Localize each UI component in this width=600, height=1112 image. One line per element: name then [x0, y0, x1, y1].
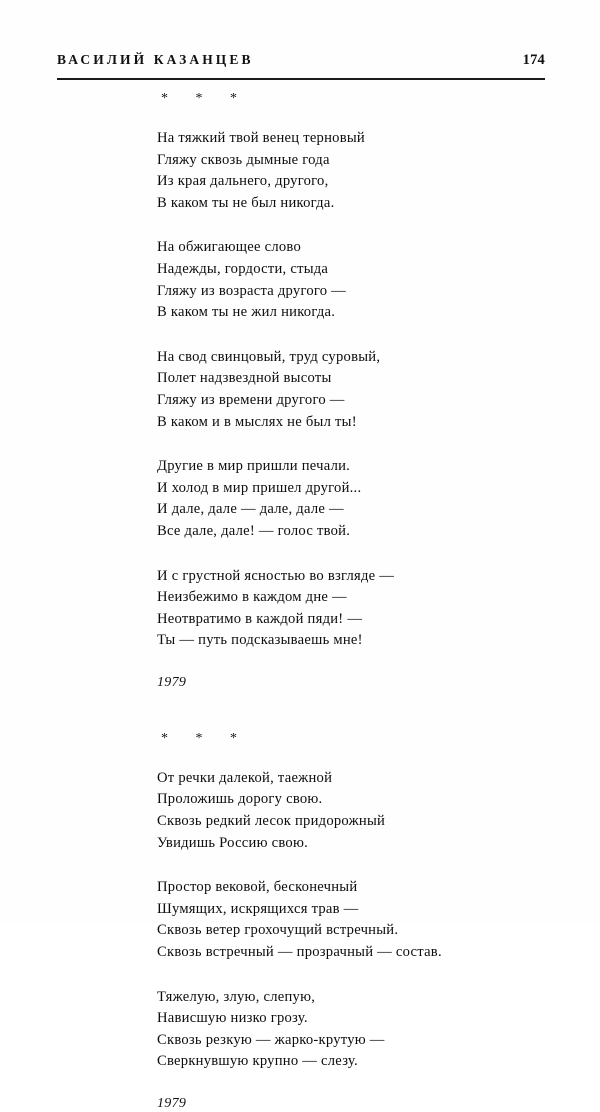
- poem: [157, 732, 570, 1112]
- header-rule: [57, 78, 545, 80]
- stanza: [157, 347, 570, 433]
- verse-line: В каком ты не жил никогда.: [157, 304, 336, 321]
- verse-line: Надежды, гордости, стыда: [157, 260, 329, 277]
- verse-line: Другие в мир пришли печали.: [157, 458, 351, 475]
- verse-line: Сквозь встречный — прозрачный — состав.: [157, 944, 442, 961]
- verse-line: Все дале, дале! — голос твой.: [157, 522, 351, 539]
- verse-line: На свод свинцовый, труд суровый,: [157, 348, 381, 365]
- verse-line: Гляжу из возраста другого —: [157, 282, 347, 299]
- verse-line: От речки далекой, таежной: [157, 769, 333, 786]
- verse-line: На обжигающее слово: [157, 239, 302, 256]
- verse-line: Проложишь дорогу свою.: [157, 791, 323, 808]
- poem-list: [157, 92, 570, 1112]
- verse-line: И холод в мир пришел другой...: [157, 479, 362, 496]
- running-head: [57, 52, 545, 78]
- stanza: [157, 566, 570, 652]
- stanza: [157, 128, 570, 214]
- verse-line: Полет надзвездной высоты: [157, 370, 332, 387]
- verse-line: В каком и в мыслях не был ты!: [157, 413, 357, 430]
- asterisk-divider: * * *: [161, 91, 249, 106]
- stanza: [157, 456, 570, 542]
- verse-line: Шумящих, искрящихся трав —: [157, 900, 359, 917]
- stanza: [157, 768, 570, 854]
- verse-line: Простор вековой, бесконечный: [157, 879, 358, 896]
- page-number: 174: [522, 52, 545, 68]
- verse-line: Ты — путь подсказываешь мне!: [157, 632, 363, 649]
- verse-line: Гляжу из времени другого —: [157, 391, 345, 408]
- author-name: ВАСИЛИЙ КАЗАНЦЕВ: [57, 52, 254, 67]
- verse-line: Сверкнувшую крупно — слезу.: [157, 1053, 358, 1070]
- stanza: [157, 237, 570, 323]
- verse-line: Сквозь редкий лесок придорожный: [157, 813, 386, 830]
- poem: [157, 92, 570, 691]
- asterisk-divider: * * *: [161, 730, 249, 746]
- verse-line: Нависшую низко грозу.: [157, 1010, 308, 1027]
- verse-line: Тяжелую, злую, слепую,: [157, 988, 316, 1005]
- stanza: [157, 877, 570, 963]
- verse-line: Неотвратимо в каждой пяди! —: [157, 610, 363, 627]
- verse-line: На тяжкий твой венец терновый: [157, 130, 365, 146]
- verse-line: Увидишь Россию свою.: [157, 834, 309, 851]
- stanza: [157, 987, 570, 1073]
- verse-line: И дале, дале — дале, дале —: [157, 501, 344, 518]
- poem-date: 1979: [157, 674, 187, 690]
- verse-line: Сквозь резкую — жарко-крутую —: [157, 1031, 385, 1048]
- verse-line: И с грустной ясностью во взгляде —: [157, 567, 395, 584]
- poem-date: 1979: [157, 1096, 187, 1111]
- verse-line: Сквозь ветер грохочущий встречный.: [157, 922, 399, 939]
- verse-line: В каком ты не был никогда.: [157, 194, 335, 211]
- verse-line: Из края дальнего, другого,: [157, 173, 329, 190]
- verse-line: Неизбежимо в каждом дне —: [157, 589, 347, 606]
- verse-line: Гляжу сквозь дымные года: [157, 151, 330, 168]
